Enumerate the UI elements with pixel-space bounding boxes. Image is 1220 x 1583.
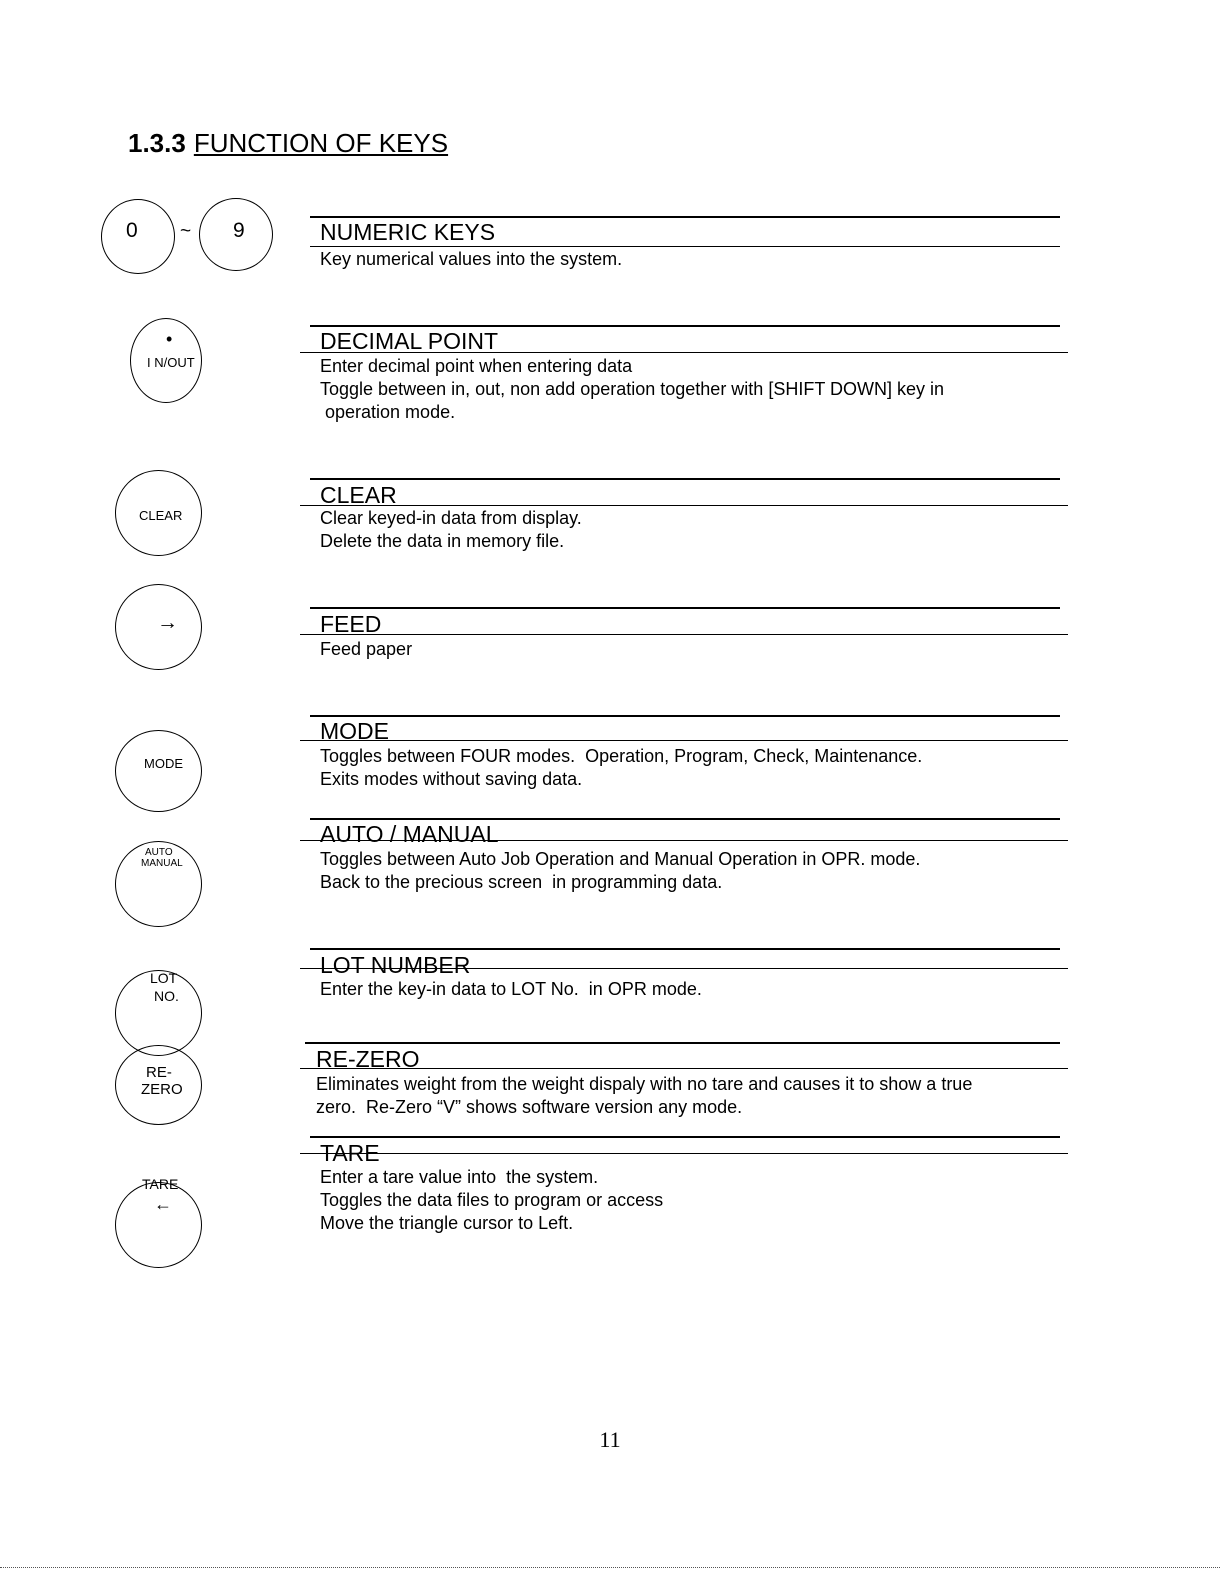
feed-title: FEED (320, 611, 382, 637)
mode-key-icon (115, 730, 202, 812)
description-line: Enter the key-in data to LOT No. in OPR mode. (320, 979, 702, 999)
description-line: operation mode. (320, 402, 456, 422)
mode-description (320, 745, 922, 791)
numeric-keys-title: NUMERIC KEYS (320, 219, 496, 245)
description-line: Toggles between FOUR modes. Operation, Program, Check, Maintenance. (320, 746, 923, 766)
left-arrow-icon: ← (154, 1194, 172, 1214)
rezero-description (316, 1073, 972, 1119)
mode-title: MODE (320, 718, 389, 744)
rule-tare-top (310, 1136, 1060, 1138)
feed-description (320, 638, 412, 661)
description-line: Delete the data in memory file. (320, 531, 565, 551)
page-number: 11 (599, 1427, 621, 1452)
rule-lot-top (310, 948, 1060, 950)
clear-key-label: CLEAR (139, 508, 183, 523)
description-line: Key numerical values into the system. (320, 249, 623, 269)
rule-tare-bottom (300, 1153, 1068, 1154)
lot-number-title: LOT NUMBER (320, 952, 471, 978)
tare-title: TARE (320, 1140, 380, 1166)
rule-feed-bottom (300, 634, 1068, 635)
rule-numeric-bottom (310, 246, 1060, 247)
zero-word-key-label: ZERO (141, 1081, 183, 1098)
clear-description (320, 507, 582, 553)
description-line: Toggles the data files to program or access (320, 1190, 664, 1210)
description-line: zero. Re-Zero “V” shows software version any mode. (316, 1097, 743, 1117)
tare-key-label: TARE (142, 1176, 179, 1192)
lot-key-label: LOT (150, 970, 178, 986)
rule-numeric-top (310, 216, 1060, 218)
nine-key-label: 9 (233, 219, 245, 242)
rule-feed-top (310, 607, 1060, 609)
clear-title: CLEAR (320, 482, 397, 508)
numeric-keys-description (320, 248, 622, 271)
section-heading (128, 128, 448, 159)
description-line: Enter decimal point when entering data (320, 356, 633, 376)
description-line: Eliminates weight from the weight dispaly with no tare and causes it to show a true (316, 1074, 973, 1094)
section-title: FUNCTION OF KEYS (193, 128, 449, 158)
description-line: Enter a tare value into the system. (320, 1167, 599, 1187)
zero-key-icon (101, 199, 175, 274)
rule-clear-bottom (300, 505, 1068, 506)
description-line: Toggle between in, out, non add operation together with [SHIFT DOWN] key in (320, 379, 945, 399)
auto-manual-title: AUTO / MANUAL (320, 821, 499, 847)
in-out-label: I N/OUT (147, 355, 195, 370)
mode-key-label: MODE (144, 756, 183, 771)
description-line: Move the triangle cursor to Left. (320, 1213, 574, 1233)
manual-key-label: MANUAL (141, 858, 183, 869)
rule-auto-top (310, 818, 1060, 820)
lot-number-description (320, 978, 702, 1001)
auto-manual-description (320, 848, 920, 894)
decimal-dot-label: • (166, 329, 173, 349)
rule-rezero-top (305, 1042, 1060, 1044)
feed-arrow-icon: → (157, 611, 178, 634)
description-line: Exits modes without saving data. (320, 769, 583, 789)
no-key-label: NO. (154, 988, 179, 1004)
description-line: Back to the precious screen in programming data. (320, 872, 723, 892)
rule-clear-top (310, 478, 1060, 480)
re-key-label: RE- (146, 1064, 172, 1081)
tilde-separator: ~ (180, 221, 192, 242)
rule-mode-top (310, 715, 1060, 717)
description-line: Toggles between Auto Job Operation and Manual Operation in OPR. mode. (320, 849, 921, 869)
description-line: Clear keyed-in data from display. (320, 508, 582, 528)
section-number: 1.3.3 (128, 128, 186, 158)
description-line: Feed paper (320, 639, 413, 659)
tare-description (320, 1166, 663, 1235)
auto-key-label: AUTO (145, 847, 173, 858)
zero-key-label: 0 (126, 219, 138, 242)
decimal-point-title: DECIMAL POINT (320, 328, 499, 354)
rule-mode-bottom (300, 740, 1068, 741)
footer-dotted-line (0, 1567, 1220, 1568)
decimal-point-description (320, 355, 944, 424)
rezero-title: RE-ZERO (316, 1046, 420, 1072)
rule-decimal-top (310, 325, 1060, 327)
